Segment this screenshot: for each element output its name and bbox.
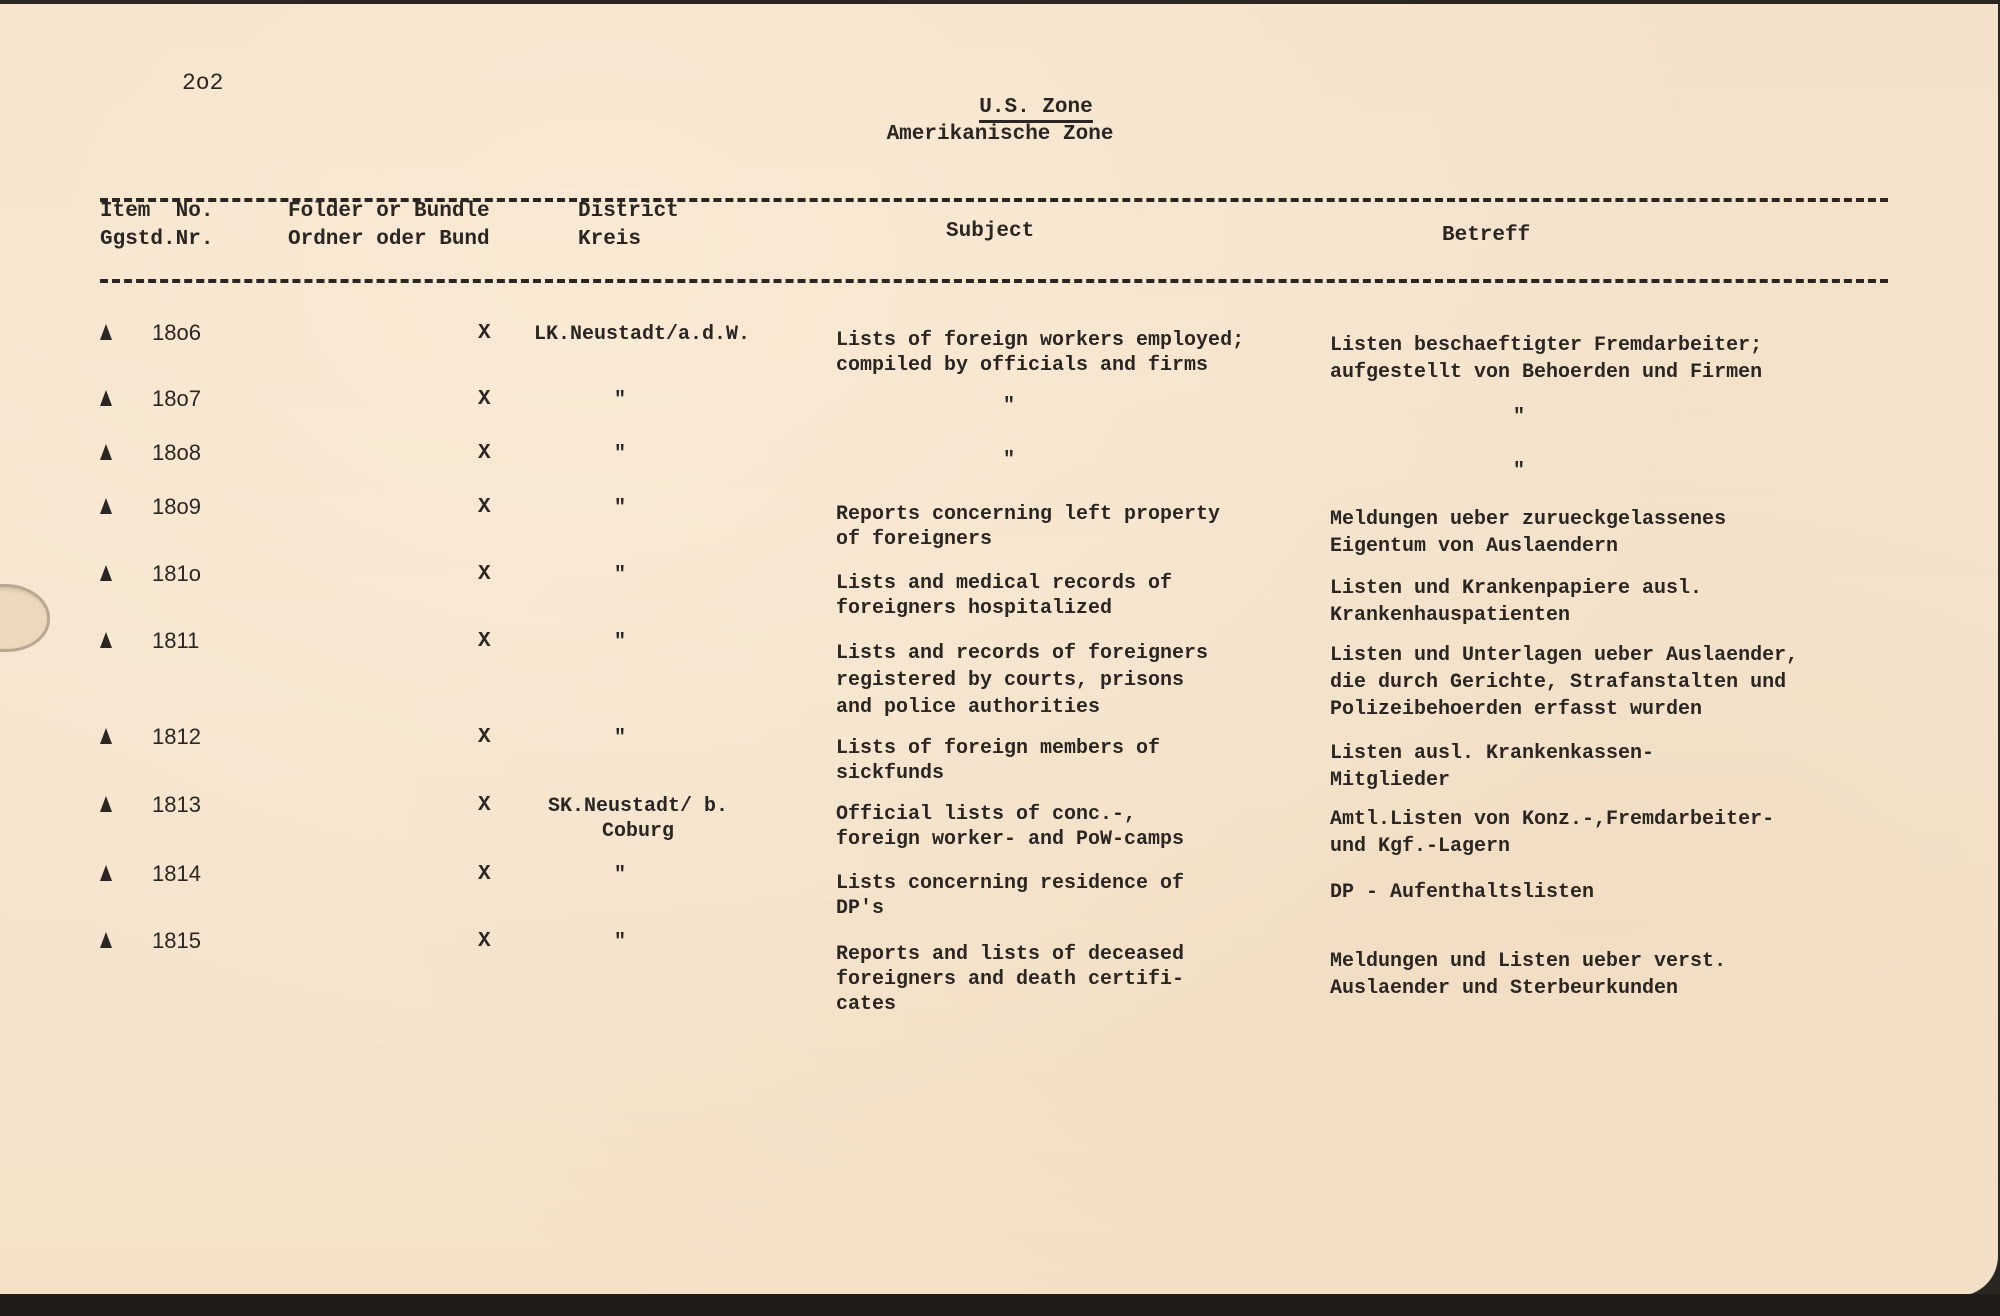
betreff: Amtl.Listen von Konz.-,Fremdarbeiter- und Kgf.-Lagern (1330, 808, 1775, 858)
district: " (614, 497, 627, 520)
subject: Lists concerning residence of DP's (836, 872, 1185, 920)
title-german: Amerikanische Zone (886, 123, 1114, 146)
folder-mark: X (478, 563, 491, 586)
folder-mark: X (478, 322, 491, 345)
subject: Lists and medical records of foreigners hospitalized (836, 572, 1173, 620)
header-rule-bottom (100, 279, 1888, 283)
betreff: Meldungen und Listen ueber verst. Auslaender und Sterbeurkunden (1330, 950, 1727, 1000)
betreff: Listen und Unterlagen ueber Auslaender, die durch Gerichte, Strafanstalten und Polizeibehoerden erfasst wurden (1330, 644, 1799, 721)
triangle-marker-icon (100, 324, 112, 340)
district: " (614, 564, 627, 587)
folder-mark: X (478, 630, 491, 653)
betreff: Listen beschaeftigter Fremdarbeiter; aufgestellt von Behoerden und Firmen (1330, 334, 1763, 384)
folder-mark: X (478, 794, 491, 817)
subject: Lists and records of foreigners registered by courts, prisons and police authorities (836, 642, 1209, 719)
folder-mark: X (478, 496, 491, 519)
subject: Reports and lists of deceased foreigners and death certifi- cates (836, 943, 1185, 1016)
column-header-subject: Subject (946, 220, 1035, 243)
folder-mark: X (478, 863, 491, 886)
triangle-marker-icon (100, 865, 112, 881)
district: " (614, 727, 627, 750)
item-number: 18o7 (152, 386, 201, 411)
item-number: 18o8 (152, 440, 201, 465)
betreff: DP - Aufenthaltslisten (1330, 881, 1595, 904)
column-header-district: District Kreis (578, 200, 679, 251)
folder-mark: X (478, 930, 491, 953)
page-number: 2o2 (182, 70, 224, 96)
title-english-text: U.S. Zone (979, 96, 1092, 123)
betreff: Listen ausl. Krankenkassen- Mitglieder (1330, 742, 1655, 792)
district: " (614, 389, 627, 412)
item-number: 1813 (152, 792, 201, 817)
binder-hole (0, 584, 50, 652)
triangle-marker-icon (100, 728, 112, 744)
page-edge-shadow (0, 1294, 2000, 1316)
document-page (0, 4, 1998, 1296)
betreff: Meldungen ueber zurueckgelassenes Eigentum von Auslaendern (1330, 508, 1727, 558)
triangle-marker-icon (100, 796, 112, 812)
betreff: " (1513, 406, 1526, 429)
item-number: 1812 (152, 724, 201, 749)
folder-mark: X (478, 442, 491, 465)
folder-mark: X (478, 388, 491, 411)
subject: " (1003, 395, 1016, 418)
folder-mark: X (478, 726, 491, 749)
item-number: 181o (152, 561, 201, 586)
subject: Reports concerning left property of foreigners (836, 503, 1221, 551)
triangle-marker-icon (100, 444, 112, 460)
item-number: 1814 (152, 861, 201, 886)
item-number: 18o9 (152, 494, 201, 519)
district: SK.Neustadt/ b. Coburg (547, 795, 729, 843)
item-number: 1815 (152, 928, 201, 953)
district: " (614, 864, 627, 887)
item-number: 1811 (152, 628, 200, 653)
column-header-item: Item No. Ggstd.Nr. (100, 200, 214, 251)
district: LK.Neustadt/a.d.W. (534, 323, 751, 346)
betreff: Listen und Krankenpapiere ausl. Krankenhauspatienten (1330, 577, 1703, 627)
triangle-marker-icon (100, 632, 112, 648)
triangle-marker-icon (100, 390, 112, 406)
item-number: 18o6 (152, 320, 201, 345)
district: " (614, 631, 627, 654)
subject: Official lists of conc.-, foreign worker- and PoW-camps (836, 803, 1185, 851)
triangle-marker-icon (100, 498, 112, 514)
district: " (614, 443, 627, 466)
triangle-marker-icon (100, 932, 112, 948)
district: " (614, 931, 627, 954)
column-header-folder: Folder or Bundle Ordner oder Bund (288, 200, 490, 251)
subject: Lists of foreign members of sickfunds (836, 737, 1161, 785)
betreff: " (1513, 460, 1526, 483)
title-english (36, 96, 1998, 119)
subject: Lists of foreign workers employed; compiled by officials and firms (836, 329, 1245, 377)
column-header-betreff: Betreff (1442, 224, 1531, 247)
triangle-marker-icon (100, 565, 112, 581)
subject: " (1003, 449, 1016, 472)
